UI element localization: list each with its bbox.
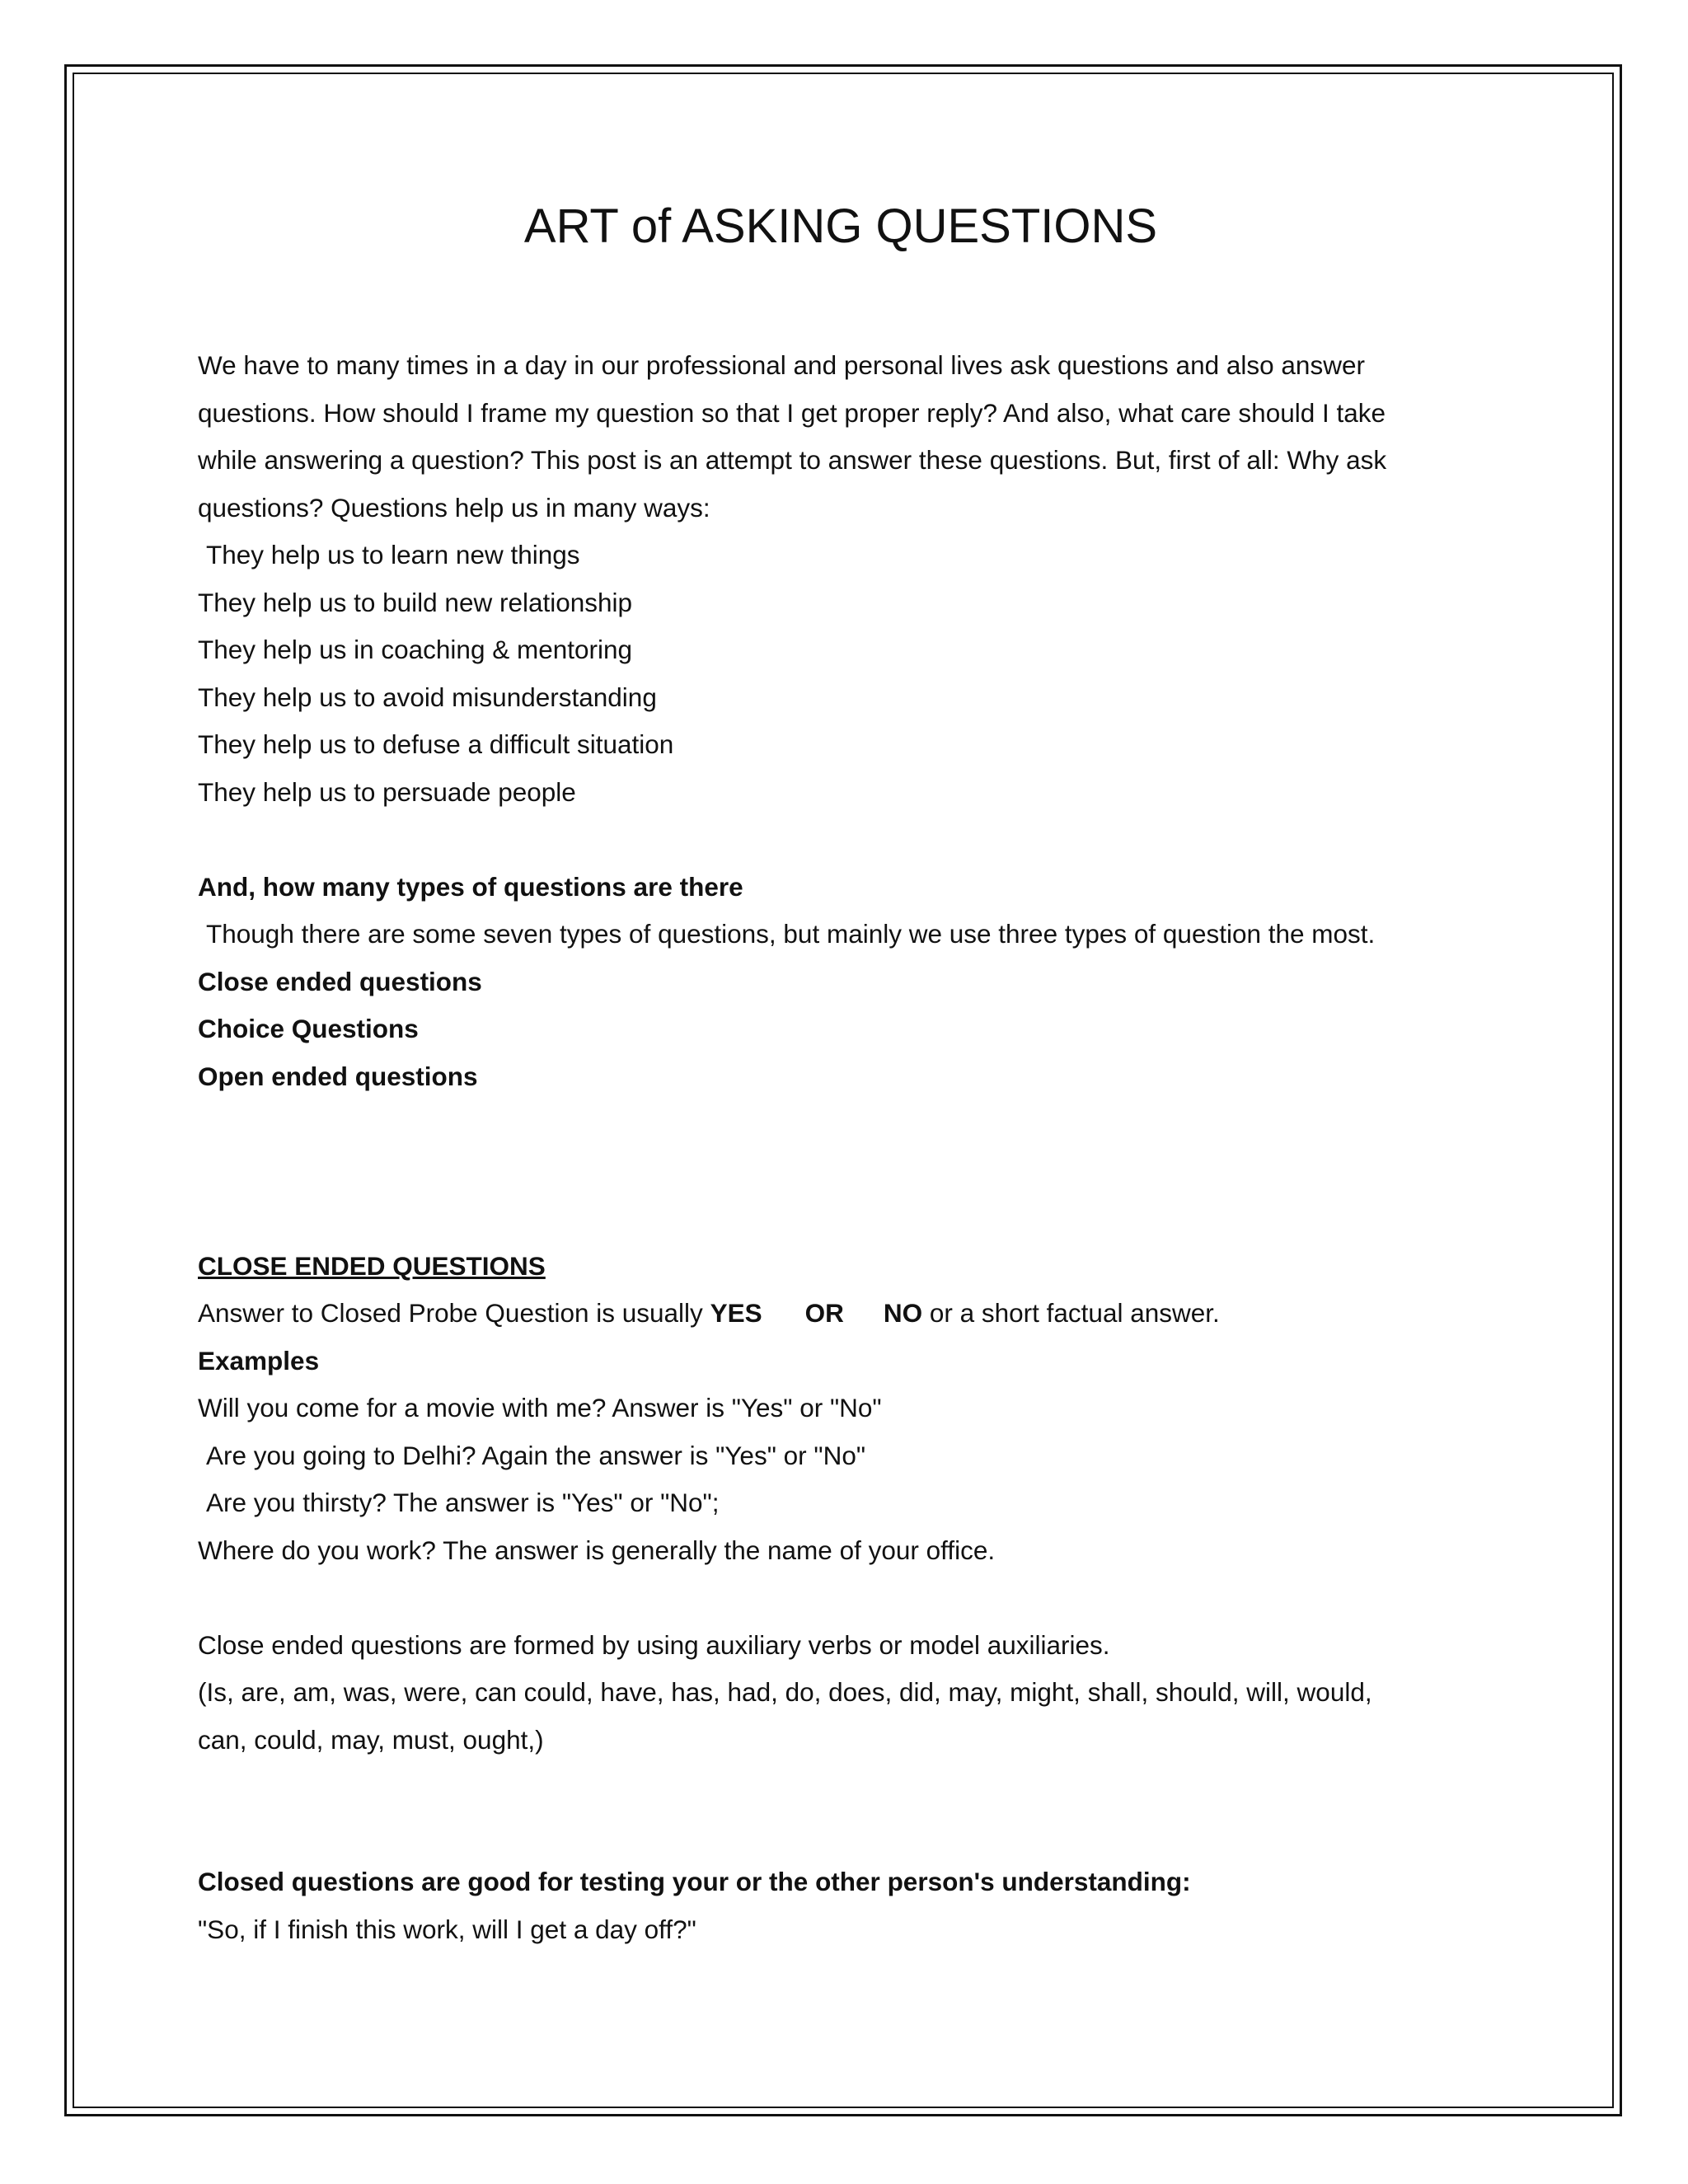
types-heading: And, how many types of questions are there [198, 871, 743, 902]
close-answer-prefix: Answer to Closed Probe Question is usually [198, 1298, 710, 1328]
benefit-item: They help us to learn new things [206, 540, 580, 569]
testing-heading: Closed questions are good for testing your or the other person's understanding: [198, 1867, 1191, 1896]
benefit-item: They help us to avoid misunderstanding [198, 682, 657, 712]
intro-line-2: questions. How should I frame my question so that I get proper reply? And also, what care should I take [198, 397, 1386, 428]
document-body [198, 190, 1484, 1953]
keyword-no: NO [883, 1298, 923, 1328]
keyword-or: OR [804, 1298, 844, 1328]
close-answer-suffix: or a short factual answer. [922, 1298, 1220, 1328]
type-item: Close ended questions [198, 966, 482, 996]
close-ended-heading: CLOSE ENDED QUESTIONS [198, 1250, 546, 1281]
benefit-item: They help us in coaching & mentoring [198, 635, 633, 664]
benefit-item: They help us to defuse a difficult situation [198, 729, 674, 759]
intro-line-4: questions? Questions help us in many ways: [198, 492, 710, 523]
types-intro: Though there are some seven types of questions, but mainly we use three types of question the most. [206, 919, 1376, 949]
example-item: Are you thirsty? The answer is "Yes" or "No"; [206, 1488, 720, 1517]
page-title: ART of ASKING QUESTIONS [523, 199, 1158, 253]
examples-label: Examples [198, 1345, 320, 1376]
type-item: Choice Questions [198, 1014, 419, 1043]
intro-line-1: We have to many times in a day in our professional and personal lives ask questions and also answer [198, 350, 1365, 380]
intro-line-3: while answering a question? This post is an attempt to answer these questions. But, first of all: Why ask [198, 445, 1387, 475]
benefit-item: They help us to persuade people [198, 776, 576, 807]
example-item: Will you come for a movie with me? Answer is "Yes" or "No" [198, 1393, 882, 1422]
example-item: Are you going to Delhi? Again the answer is "Yes" or "No" [206, 1440, 866, 1470]
type-item: Open ended questions [198, 1061, 478, 1091]
benefit-item: They help us to build new relationship [198, 587, 633, 617]
example-item: Where do you work? The answer is generally the name of your office. [198, 1535, 996, 1565]
formation-line-3: can, could, may, must, ought,) [198, 1724, 544, 1755]
close-answer-line [198, 1290, 1484, 1338]
keyword-yes: YES [710, 1298, 762, 1328]
formation-line-1: Close ended questions are formed by using auxiliary verbs or model auxiliaries. [198, 1629, 1110, 1660]
formation-line-2: (Is, are, am, was, were, can could, have, has, had, do, does, did, may, might, shall, should, will, would, [198, 1677, 1372, 1707]
testing-example: "So, if I finish this work, will I get a day off?" [198, 1914, 696, 1944]
